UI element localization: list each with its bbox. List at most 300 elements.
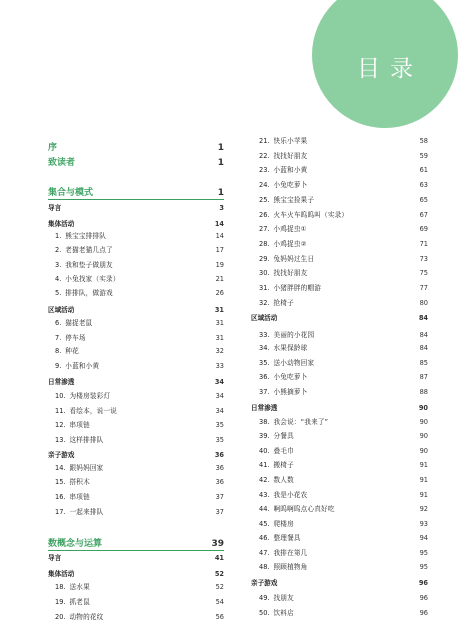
entry-label: 熊宝宝排排队	[65, 232, 107, 240]
entry-label: 送水果	[69, 583, 90, 591]
entry-label: 整理餐具	[273, 534, 301, 542]
toc-left-entry	[55, 333, 224, 343]
entry-page-number: 36	[214, 451, 224, 459]
entry-page-number: 32	[215, 347, 224, 355]
entry-page-number: 14	[214, 220, 224, 228]
entry-number: 11.	[55, 407, 66, 415]
toc-right-entry	[259, 151, 428, 161]
entry-label: 小鸡捉虫②	[273, 240, 307, 248]
entry-number: 42.	[259, 476, 270, 484]
entry-page-number: 3	[219, 204, 224, 212]
entry-title	[55, 507, 103, 517]
entry-title	[259, 330, 314, 340]
entry-title	[259, 533, 301, 543]
toc-left-entry	[55, 391, 224, 401]
entry-label: 为楼房装彩灯	[69, 392, 111, 400]
entry-title	[259, 387, 307, 397]
page-title: 目录	[357, 56, 423, 82]
entry-number: 38.	[259, 418, 270, 426]
entry-label: 日常渗透	[48, 378, 75, 386]
entry-label: 送小动物回家	[273, 359, 315, 367]
entry-title	[48, 142, 57, 154]
entry-page-number: 84	[419, 344, 428, 352]
toc-left-section-heading	[48, 450, 224, 460]
entry-label: 分餐具	[273, 432, 294, 440]
entry-page-number: 67	[419, 211, 428, 219]
entry-page-number: 58	[419, 137, 428, 145]
entry-number: 30.	[259, 269, 270, 277]
entry-number: 50.	[259, 609, 270, 617]
entry-number: 26.	[259, 211, 270, 219]
entry-page-number: 96	[419, 594, 428, 602]
entry-title	[251, 313, 277, 323]
entry-title	[259, 446, 294, 456]
entry-page-number: 77	[419, 284, 428, 292]
entry-label: 小熊摘萝卜	[273, 388, 308, 396]
entry-title	[259, 343, 307, 353]
entry-page-number: 73	[419, 255, 428, 263]
entry-title	[55, 435, 103, 445]
entry-label: 区域活动	[48, 306, 75, 314]
entry-label: 饮料店	[273, 609, 294, 617]
entry-label: 搬椅子	[273, 461, 294, 469]
entry-page-number: 1	[217, 188, 224, 198]
entry-title	[48, 305, 74, 315]
toc-left-entry	[55, 477, 224, 487]
entry-number: 7.	[55, 334, 62, 342]
title-badge	[312, 0, 458, 128]
entry-label: 我是小花农	[273, 491, 308, 499]
entry-number: 44.	[259, 505, 270, 513]
entry-page-number: 90	[418, 404, 428, 412]
entry-page-number: 88	[419, 388, 428, 396]
entry-label: 我会说：“我来了”	[273, 418, 329, 426]
entry-number: 25.	[259, 196, 270, 204]
entry-number: 33.	[259, 331, 270, 339]
toc-right-entry	[259, 330, 428, 340]
entry-page-number: 35	[215, 421, 224, 429]
entry-number: 43.	[259, 491, 270, 499]
entry-title	[259, 210, 348, 220]
entry-label: 熊宝宝捡果子	[273, 196, 315, 204]
entry-page-number: 94	[419, 534, 428, 542]
entry-page-number: 1	[217, 143, 224, 153]
entry-number: 4.	[55, 275, 62, 283]
toc-right-entry	[259, 475, 428, 485]
entry-title	[55, 582, 90, 592]
entry-page-number: 75	[419, 269, 428, 277]
entry-page-number: 96	[419, 609, 428, 617]
entry-label: 排排队，做游戏	[65, 289, 113, 297]
entry-number: 10.	[55, 392, 66, 400]
entry-title	[259, 431, 294, 441]
entry-label: 小兔吃萝卜	[273, 181, 308, 189]
entry-number: 41.	[259, 461, 270, 469]
toc-left-entry	[55, 361, 224, 371]
entry-title	[259, 298, 294, 308]
toc-right-entry	[259, 298, 428, 308]
toc-left-entry	[55, 346, 224, 356]
entry-number: 29.	[259, 255, 270, 263]
entry-number: 9.	[55, 362, 62, 370]
entry-number: 31.	[259, 284, 270, 292]
entry-number: 2.	[55, 246, 62, 254]
toc-right-entry	[259, 343, 428, 353]
entry-number: 14.	[55, 464, 66, 472]
entry-page-number: 90	[419, 447, 428, 455]
entry-title	[259, 358, 314, 368]
entry-label: 看绘本，说一说	[69, 407, 118, 415]
entry-label: 日常渗透	[251, 404, 278, 412]
toc-left-section-heading	[48, 203, 224, 213]
entry-title	[259, 562, 307, 572]
entry-title	[55, 260, 113, 270]
entry-number: 23.	[259, 166, 270, 174]
toc-left-section-heading	[48, 553, 224, 563]
entry-page-number: 26	[215, 289, 224, 297]
entry-label: 兔妈妈过生日	[273, 255, 315, 263]
entry-title	[55, 463, 103, 473]
entry-title	[48, 377, 74, 387]
toc-right-entry	[259, 504, 428, 514]
entry-title	[55, 406, 117, 416]
toc-right-entry	[259, 431, 428, 441]
entry-label: 跟妈妈回家	[69, 464, 104, 472]
toc-left-entry	[55, 231, 224, 241]
entry-label: 集体活动	[48, 570, 75, 578]
entry-title	[55, 288, 113, 298]
entry-page-number: 59	[419, 152, 428, 160]
toc-right-entry	[259, 224, 428, 234]
toc-left-section-heading	[48, 305, 224, 315]
entry-page-number: 84	[418, 314, 428, 322]
entry-label: 小蓝和小黄	[65, 362, 100, 370]
entry-page-number: 41	[214, 554, 224, 562]
toc-right-section-heading	[251, 403, 428, 413]
entry-page-number: 17	[215, 246, 224, 254]
entry-label: 美丽的小花园	[273, 331, 315, 339]
entry-page-number: 87	[419, 373, 428, 381]
entry-title	[259, 165, 307, 175]
entry-number: 17.	[55, 508, 66, 516]
toc-left-section-heading	[48, 377, 224, 387]
toc-right-entry	[259, 180, 428, 190]
entry-label: 火车火车呜呜叫（实录）	[273, 211, 349, 219]
toc-right-entry	[259, 254, 428, 264]
entry-label: 抢椅子	[273, 299, 294, 307]
toc-left-entry	[55, 612, 224, 622]
entry-title	[251, 578, 277, 588]
entry-page-number: 65	[419, 196, 428, 204]
entry-number: 46.	[259, 534, 270, 542]
entry-label: 搭积木	[69, 478, 90, 486]
entry-page-number: 34	[214, 378, 224, 386]
entry-label: 小鸡捉虫①	[273, 225, 307, 233]
toc-right-entry	[259, 446, 428, 456]
entry-title	[259, 254, 314, 264]
entry-number: 48.	[259, 563, 270, 571]
entry-title	[259, 283, 321, 293]
entry-title	[55, 318, 92, 328]
toc-left-section-heading	[48, 219, 224, 229]
toc-left-section-heading	[48, 569, 224, 579]
entry-number: 8.	[55, 347, 62, 355]
entry-title	[259, 268, 307, 278]
toc-right-entry	[259, 268, 428, 278]
entry-page-number: 96	[418, 579, 428, 587]
toc-left-entry	[55, 435, 224, 445]
entry-page-number: 92	[419, 505, 428, 513]
entry-number: 24.	[259, 181, 270, 189]
entry-label: 水果保龄球	[273, 344, 308, 352]
entry-title	[55, 361, 99, 371]
entry-label: 导言	[48, 204, 62, 212]
entry-page-number: 85	[419, 359, 428, 367]
toc-left-entry	[55, 406, 224, 416]
entry-page-number: 1	[217, 158, 224, 168]
entry-label: 找找好朋友	[273, 269, 308, 277]
entry-number: 12.	[55, 421, 66, 429]
entry-page-number: 84	[419, 331, 428, 339]
entry-number: 6.	[55, 319, 62, 327]
entry-page-number: 95	[419, 563, 428, 571]
entry-label: 数概念与运算	[48, 539, 103, 549]
toc-left-entry	[55, 274, 224, 284]
entry-page-number: 36	[215, 478, 224, 486]
entry-label: 串项链	[69, 493, 90, 501]
toc-left-entry	[55, 582, 224, 592]
entry-label: 这样排排队	[69, 436, 104, 444]
entry-page-number: 34	[215, 392, 224, 400]
entry-label: 区域活动	[251, 314, 278, 322]
entry-page-number: 63	[419, 181, 428, 189]
toc-right-entry	[259, 548, 428, 558]
entry-page-number: 61	[419, 166, 428, 174]
entry-number: 22.	[259, 152, 270, 160]
entry-page-number: 37	[215, 493, 224, 501]
entry-page-number: 95	[419, 549, 428, 557]
entry-number: 5.	[55, 289, 62, 297]
toc-right-section-heading	[251, 578, 428, 588]
toc-right-entry	[259, 519, 428, 529]
entry-title	[259, 372, 307, 382]
entry-label: 叠毛巾	[273, 447, 294, 455]
entry-label: 爬楼房	[273, 520, 294, 528]
entry-title	[259, 593, 294, 603]
toc-right-entry	[259, 195, 428, 205]
entry-title	[55, 333, 86, 343]
entry-page-number: 39	[211, 539, 224, 549]
entry-label: 动物的花纹	[69, 613, 104, 621]
entry-page-number: 37	[215, 508, 224, 516]
toc-left-part-heading	[48, 187, 224, 200]
entry-number: 21.	[259, 137, 270, 145]
entry-page-number: 35	[215, 436, 224, 444]
entry-title	[259, 136, 307, 146]
entry-title	[55, 492, 90, 502]
entry-page-number: 71	[419, 240, 428, 248]
toc-left-entry	[55, 463, 224, 473]
entry-title	[55, 231, 106, 241]
entry-title	[259, 239, 307, 249]
entry-page-number: 31	[214, 306, 224, 314]
entry-number: 18.	[55, 583, 66, 591]
entry-page-number: 31	[215, 319, 224, 327]
entry-title	[48, 187, 93, 199]
entry-title	[259, 151, 307, 161]
toc-left-entry	[55, 507, 224, 517]
entry-label: 我排在第几	[273, 549, 308, 557]
entry-label: 照顾植物角	[273, 563, 308, 571]
entry-label: 亲子游戏	[251, 579, 278, 587]
entry-label: 停车场	[65, 334, 86, 342]
entry-label: 找朋友	[273, 594, 294, 602]
entry-title	[259, 195, 314, 205]
entry-label: 集体活动	[48, 220, 75, 228]
entry-title	[259, 180, 307, 190]
toc-left-entry	[55, 245, 224, 255]
toc-right-entry	[259, 387, 428, 397]
entry-title	[48, 203, 61, 213]
entry-page-number: 21	[215, 275, 224, 283]
entry-label: 数人数	[273, 476, 294, 484]
entry-label: 种花	[65, 347, 79, 355]
entry-label: 致读者	[48, 158, 76, 168]
entry-label: 小蓝和小黄	[273, 166, 308, 174]
entry-title	[48, 450, 74, 460]
entry-number: 15.	[55, 478, 66, 486]
entry-number: 1.	[55, 232, 62, 240]
entry-number: 36.	[259, 373, 270, 381]
entry-page-number: 19	[215, 261, 224, 269]
entry-title	[55, 346, 79, 356]
entry-page-number: 56	[215, 613, 224, 621]
entry-title	[48, 569, 74, 579]
entry-number: 20.	[55, 613, 66, 621]
entry-number: 37.	[259, 388, 270, 396]
toc-left-front-entry	[48, 142, 224, 154]
entry-label: 找找好朋友	[273, 152, 308, 160]
entry-title	[55, 391, 110, 401]
toc-right-entry	[259, 490, 428, 500]
entry-number: 16.	[55, 493, 66, 501]
toc-right-entry	[259, 562, 428, 572]
entry-label: 抓老鼠	[69, 598, 90, 606]
toc-left-front-entry	[48, 157, 224, 169]
toc-left-entry	[55, 288, 224, 298]
entry-title	[259, 224, 307, 234]
entry-number: 3.	[55, 261, 62, 269]
entry-title	[259, 490, 307, 500]
entry-number: 40.	[259, 447, 270, 455]
toc-left-part-heading	[48, 538, 224, 551]
entry-number: 39.	[259, 432, 270, 440]
entry-label: 亲子游戏	[48, 451, 75, 459]
entry-label: 快乐小苹果	[273, 137, 308, 145]
entry-title	[259, 548, 307, 558]
entry-page-number: 69	[419, 225, 428, 233]
entry-number: 19.	[55, 598, 66, 606]
toc-right-entry	[259, 460, 428, 470]
entry-title	[55, 612, 103, 622]
entry-label: 啊呜啊呜点心真好吃	[273, 505, 335, 513]
entry-title	[55, 274, 120, 284]
entry-title	[48, 157, 75, 169]
toc-left-entry	[55, 260, 224, 270]
entry-number: 13.	[55, 436, 66, 444]
entry-number: 32.	[259, 299, 270, 307]
entry-title	[251, 403, 277, 413]
entry-label: 小兔找家（实录）	[65, 275, 120, 283]
entry-label: 老猫老猫几点了	[65, 246, 113, 254]
entry-label: 小猪胖胖的帽游	[273, 284, 322, 292]
entry-title	[259, 519, 294, 529]
entry-label: 猫捉老鼠	[65, 319, 93, 327]
entry-page-number: 33	[215, 362, 224, 370]
entry-title	[259, 475, 294, 485]
toc-right-entry	[259, 239, 428, 249]
entry-title	[259, 504, 335, 514]
entry-page-number: 80	[419, 299, 428, 307]
entry-title	[259, 417, 328, 427]
entry-title	[55, 477, 90, 487]
entry-label: 集合与模式	[48, 188, 94, 198]
entry-page-number: 90	[419, 418, 428, 426]
toc-right-entry	[259, 136, 428, 146]
entry-label: 导言	[48, 554, 62, 562]
entry-page-number: 91	[419, 476, 428, 484]
entry-label: 小兔吃萝卜	[273, 373, 308, 381]
toc-right-section-heading	[251, 313, 428, 323]
entry-page-number: 14	[215, 232, 224, 240]
entry-title	[55, 597, 90, 607]
toc-right-entry	[259, 210, 428, 220]
entry-number: 35.	[259, 359, 270, 367]
entry-title	[259, 460, 294, 470]
toc-left-entry	[55, 420, 224, 430]
entry-page-number: 52	[214, 570, 224, 578]
entry-number: 27.	[259, 225, 270, 233]
entry-page-number: 93	[419, 520, 428, 528]
toc-right-entry	[259, 417, 428, 427]
entry-title	[259, 608, 294, 618]
toc-left-entry	[55, 318, 224, 328]
entry-title	[55, 245, 113, 255]
entry-page-number: 31	[215, 334, 224, 342]
entry-number: 49.	[259, 594, 270, 602]
toc-right-entry	[259, 283, 428, 293]
entry-label: 串项链	[69, 421, 90, 429]
entry-page-number: 54	[215, 598, 224, 606]
toc-right-entry	[259, 593, 428, 603]
entry-page-number: 34	[215, 407, 224, 415]
toc-right-entry	[259, 608, 428, 618]
entry-label: 序	[48, 143, 58, 153]
toc-right-entry	[259, 358, 428, 368]
entry-label: 一起来排队	[69, 508, 104, 516]
toc-left-entry	[55, 492, 224, 502]
toc-right-entry	[259, 165, 428, 175]
entry-page-number: 52	[215, 583, 224, 591]
entry-number: 28.	[259, 240, 270, 248]
toc-right-entry	[259, 533, 428, 543]
entry-number: 34.	[259, 344, 270, 352]
entry-title	[55, 420, 90, 430]
entry-label: 我和垫子做朋友	[65, 261, 113, 269]
entry-page-number: 91	[419, 461, 428, 469]
entry-title	[48, 219, 74, 229]
entry-number: 45.	[259, 520, 270, 528]
